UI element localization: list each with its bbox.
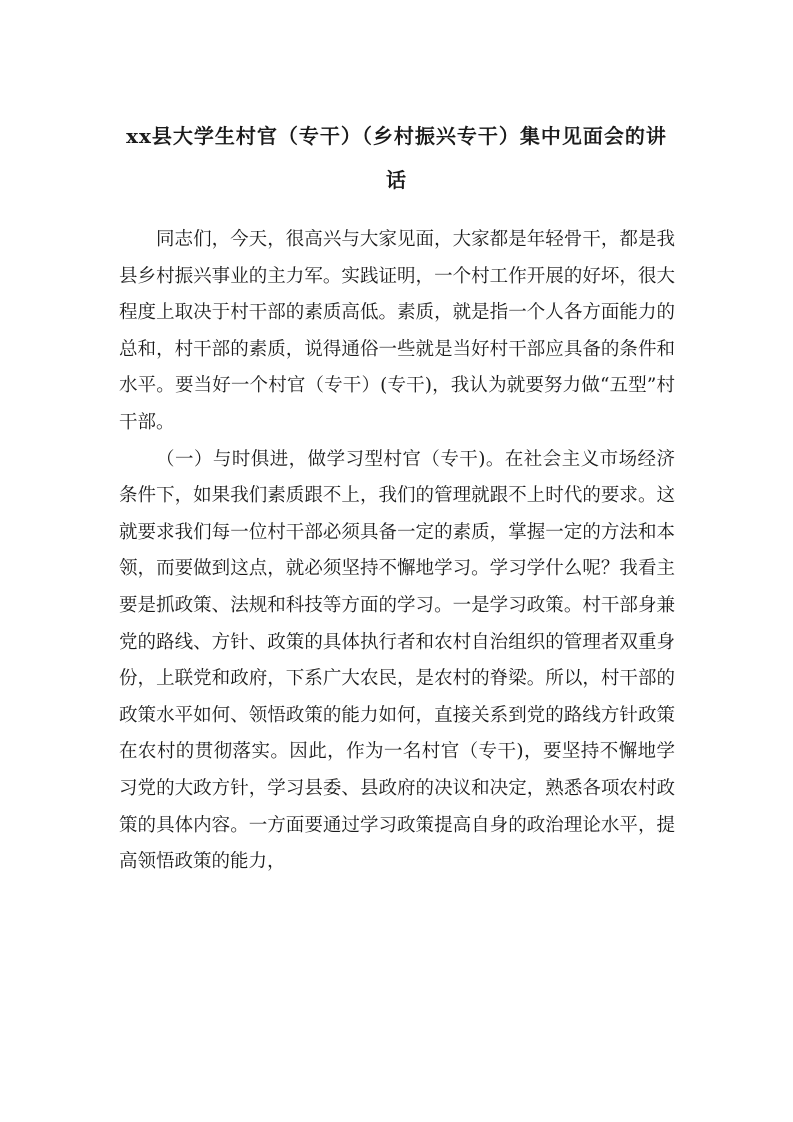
paragraph: 同志们，今天，很高兴与大家见面，大家都是年轻骨干，都是我县乡村振兴事业的主力军。实践证明，一个村工作开展的好坏，很大程度上取决于村干部的素质高低。素质，就是指一个人各方面能力的总和，村干部的素质，说得通俗一些就是当好村干部应具备的条件和水平。要当好一个村官（专干）(专干)，我认为就要努力做“五型”村干部。 — [119, 229, 675, 433]
document-body — [119, 222, 675, 881]
title-line-2: 话 — [386, 168, 407, 192]
paragraph: （一）与时俱进，做学习型村官（专干)。在社会主义市场经济条件下，如果我们素质跟不上，我们的管理就跟不上时代的要求。这就要求我们每一位村干部必须具备一定的素质，掌握一定的方法和本领，而要做到这点，就必须坚持不懈地学习。学习学什么呢？我看主要是抓政策、法规和科技等方面的学习。一是学习政策。村干部身兼党的路线、方针、政策的具体执行者和农村自治组织的管理者双重身份，上联党和政府，下系广大农民，是农村的脊梁。所以，村干部的政策水平如何、领悟政策的能力如何，直接关系到党的路线方针政策在农村的贯彻落实。因此，作为一名村官（专干)，要坚持不懈地学习党的大政方针，学习县委、县政府的决议和决定，熟悉各项农村政策的具体内容。一方面要通过学习政策提高自身的政治理论水平，提高领悟政策的能力， — [119, 448, 675, 873]
title-line-1: xx县大学生村官（专干）（乡村振兴专干）集中见面会的讲 — [126, 124, 667, 148]
document-title — [100, 114, 693, 202]
